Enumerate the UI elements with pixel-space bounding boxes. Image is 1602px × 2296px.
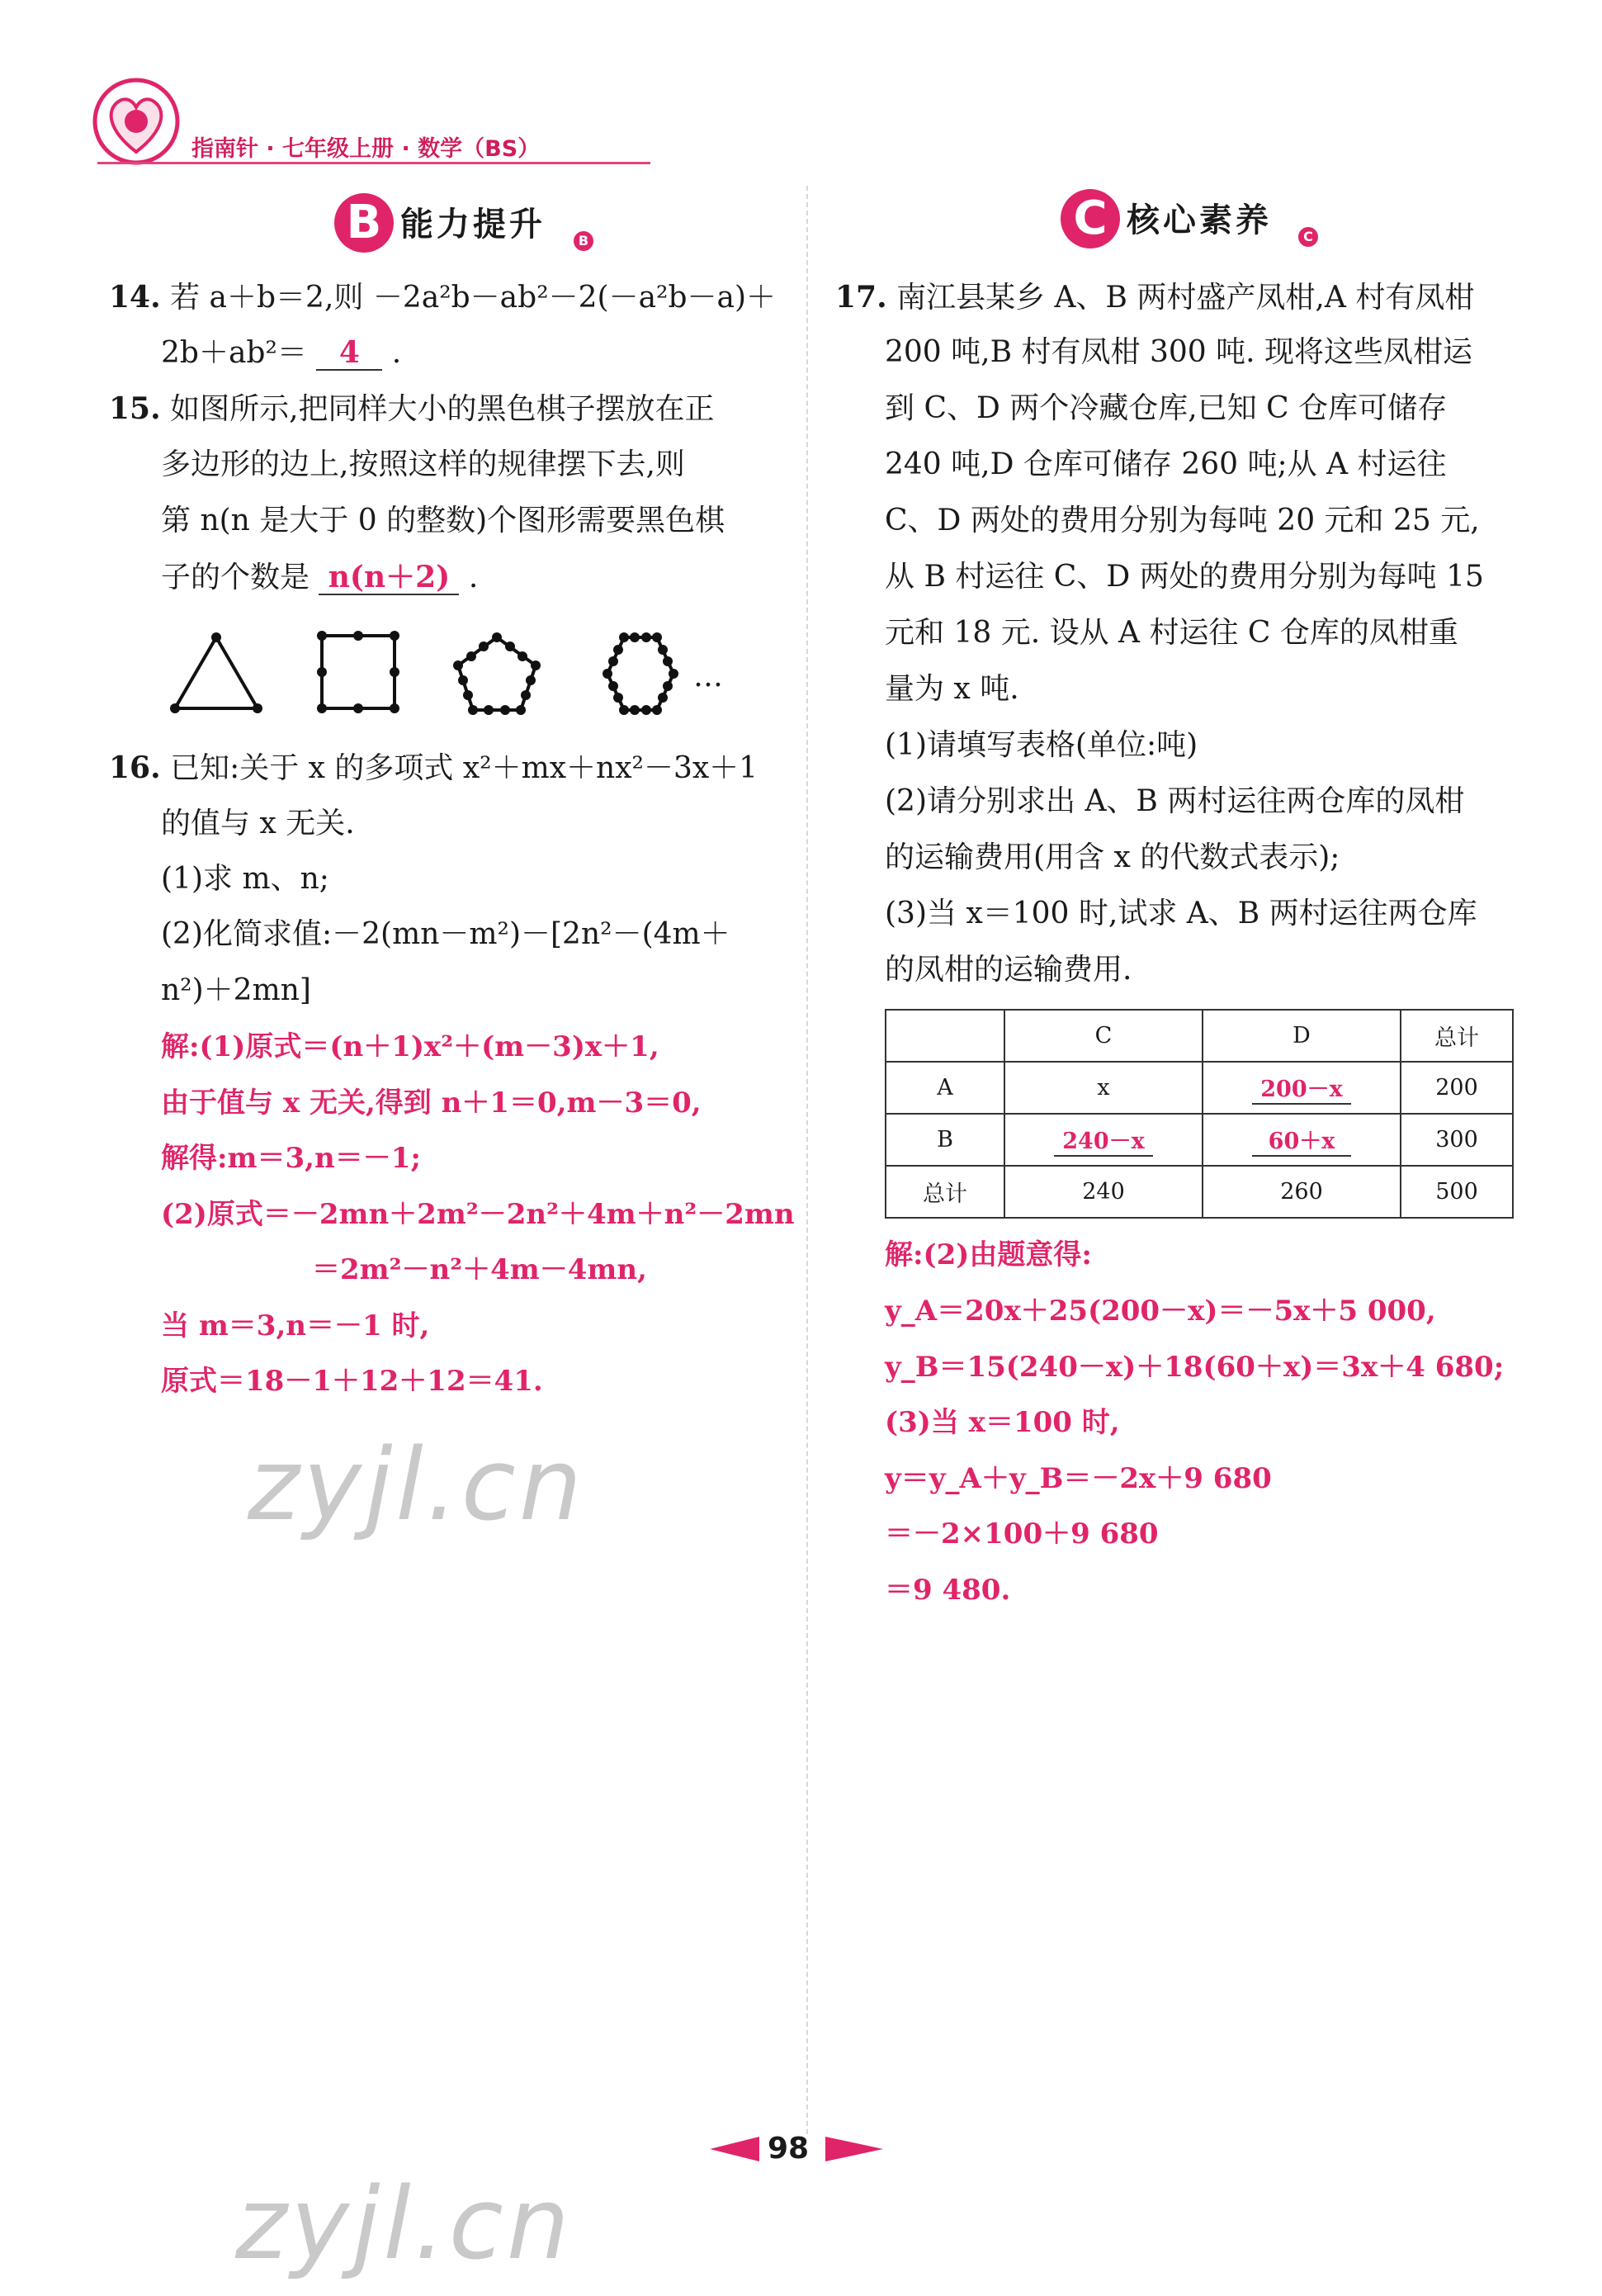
answer-blank: 60＋x bbox=[1252, 1123, 1351, 1157]
table-header-d: D bbox=[1203, 1010, 1401, 1062]
table-header-c: C bbox=[1004, 1010, 1203, 1062]
table-cell: x bbox=[1004, 1062, 1203, 1114]
q15-number: 15. bbox=[109, 391, 161, 426]
q17-solution-line5: y＝y_A＋y_B＝－2x＋9 680 bbox=[885, 1462, 1272, 1495]
q15-text-line1: 如图所示,把同样大小的黑色棋子摆放在正 bbox=[170, 392, 715, 426]
section-b-badge bbox=[334, 190, 607, 256]
q16-solution-line1: 解:(1)原式＝(n＋1)x²＋(m－3)x＋1, bbox=[161, 1030, 659, 1063]
q16-solution-line2: 由于值与 x 无关,得到 n＋1＝0,m－3＝0, bbox=[161, 1086, 702, 1120]
q17-solution-line3: y_B＝15(240－x)＋18(60＋x)＝3x＋4 680; bbox=[885, 1351, 1505, 1384]
section-c-badge bbox=[1061, 186, 1333, 252]
q15-line4-end: . bbox=[468, 561, 479, 594]
q17-solution-line1: 解:(2)由题意得: bbox=[885, 1238, 1092, 1271]
table-cell-answer bbox=[1004, 1114, 1203, 1166]
q15-text-line4: 子的个数是 bbox=[161, 561, 310, 594]
q15-text-line3: 第 n(n 是大于 0 的整数)个图形需要黑色棋 bbox=[161, 504, 725, 537]
q14-answer-blank: 4 bbox=[316, 336, 382, 371]
q16-solution-line4: (2)原式＝－2mn＋2m²－2n²＋4m＋n²－2mn bbox=[161, 1198, 795, 1231]
q17-text-line7: 元和 18 元. 设从 A 村运往 C 仓库的凤柑重 bbox=[885, 616, 1458, 650]
page-left-arrow-icon bbox=[710, 2137, 759, 2161]
q14-line1 bbox=[109, 281, 776, 315]
q14-text-line1: 若 a＋b＝2,则 －2a²b－ab²－2(－a²b－a)＋ bbox=[170, 281, 777, 315]
q17-text-line4: 240 吨,D 仓库可储存 260 吨;从 A 村运往 bbox=[885, 447, 1447, 481]
q17-text-line9: (1)请填写表格(单位:吨) bbox=[885, 728, 1198, 762]
section-c-title: 核心素养 bbox=[1127, 201, 1272, 239]
section-c-letter: C bbox=[1061, 189, 1120, 249]
q17-text-line11: 的运输费用(用含 x 的代数式表示); bbox=[885, 840, 1340, 874]
column-divider bbox=[806, 186, 808, 2134]
table-row-label: A bbox=[886, 1062, 1004, 1114]
q14-line2-end: . bbox=[391, 336, 402, 370]
q17-line1 bbox=[835, 281, 1474, 315]
page-number: 98 bbox=[768, 2132, 810, 2166]
watermark-mid: zyjl.cn bbox=[248, 1428, 585, 1543]
table-cell: 200 bbox=[1401, 1062, 1513, 1114]
table-cell-answer bbox=[1203, 1114, 1401, 1166]
section-b-mini-letter: B bbox=[574, 231, 593, 251]
q15-answer-blank: n(n＋2) bbox=[319, 561, 459, 595]
q16-solution-line5: ＝2m²－n²＋4m－4mn, bbox=[312, 1253, 647, 1286]
q17-solution-line7: ＝9 480. bbox=[885, 1574, 1011, 1607]
q17-text-line12: (3)当 x＝100 时,试求 A、B 两村运往两仓库 bbox=[885, 897, 1477, 930]
table-header-row bbox=[886, 1010, 1513, 1062]
table-cell: 260 bbox=[1203, 1166, 1401, 1218]
table-cell: 240 bbox=[1004, 1166, 1203, 1218]
q15-text-line2: 多边形的边上,按照这样的规律摆下去,则 bbox=[161, 447, 685, 481]
section-c-mini-letter: C bbox=[1298, 227, 1318, 247]
table-row bbox=[886, 1062, 1513, 1114]
q17-text-line2: 200 吨,B 村有凤柑 300 吨. 现将这些凤柑运 bbox=[885, 335, 1472, 369]
q17-text-line5: C、D 两处的费用分别为每吨 20 元和 25 元, bbox=[885, 504, 1480, 537]
q14-number: 14. bbox=[109, 280, 161, 315]
book-series-title: 指南针 · 七年级上册 · 数学（BS） bbox=[191, 136, 541, 162]
q15-line4 bbox=[161, 561, 478, 595]
q15-polygon-figures bbox=[165, 627, 743, 722]
q17-number: 17. bbox=[835, 280, 887, 315]
q17-solution-line4: (3)当 x＝100 时, bbox=[885, 1406, 1120, 1439]
q16-number: 16. bbox=[109, 750, 161, 785]
q16-text-line2: 的值与 x 无关. bbox=[161, 807, 355, 840]
section-b-letter: B bbox=[334, 193, 394, 253]
q17-distribution-table bbox=[885, 1009, 1514, 1219]
q16-line1 bbox=[109, 751, 758, 785]
q16-text-line1: 已知:关于 x 的多项式 x²＋mx＋nx²－3x＋1 bbox=[170, 751, 758, 785]
q14-line2 bbox=[161, 336, 401, 371]
q14-text-line2: 2b＋ab²＝ bbox=[161, 336, 307, 370]
table-cell-answer bbox=[1203, 1062, 1401, 1114]
table-row-label: 总计 bbox=[886, 1166, 1004, 1218]
q15-figure-ellipsis: … bbox=[693, 660, 723, 694]
q15-line1 bbox=[109, 392, 715, 426]
q17-text-line8: 量为 x 吨. bbox=[885, 672, 1019, 706]
section-b-title: 能力提升 bbox=[400, 206, 546, 244]
q17-text-line6: 从 B 村运往 C、D 两处的费用分别为每吨 15 bbox=[885, 560, 1484, 594]
q16-text-line3: (1)求 m、n; bbox=[161, 862, 329, 896]
q17-text-line1: 南江县某乡 A、B 两村盛产凤柑,A 村有凤柑 bbox=[896, 281, 1475, 315]
q17-text-line13: 的凤柑的运输费用. bbox=[885, 953, 1132, 987]
q17-solution-line6: ＝－2×100＋9 680 bbox=[885, 1517, 1159, 1550]
table-cell: 300 bbox=[1401, 1114, 1513, 1166]
q17-text-line10: (2)请分别求出 A、B 两村运往两仓库的凤柑 bbox=[885, 784, 1465, 818]
q16-solution-line3: 解得:m＝3,n＝－1; bbox=[161, 1142, 421, 1175]
answer-blank: 200－x bbox=[1252, 1071, 1351, 1105]
q16-solution-line7: 原式＝18－1＋12＋12＝41. bbox=[161, 1365, 543, 1398]
table-row bbox=[886, 1166, 1513, 1218]
q17-solution-line2: y_A＝20x＋25(200－x)＝－5x＋5 000, bbox=[885, 1295, 1436, 1328]
triangle-figure bbox=[175, 637, 258, 708]
page-right-arrow-icon bbox=[825, 2137, 883, 2161]
publisher-logo-icon bbox=[91, 76, 182, 167]
table-row bbox=[886, 1114, 1513, 1166]
table-header-total: 总计 bbox=[1401, 1010, 1513, 1062]
watermark-bottom: zyjl.cn bbox=[235, 2167, 573, 2282]
header-rule bbox=[97, 162, 650, 164]
answer-blank: 240－x bbox=[1054, 1123, 1153, 1157]
q16-solution-line6: 当 m＝3,n＝－1 时, bbox=[161, 1309, 430, 1342]
q16-text-line4: (2)化简求值:－2(mn－m²)－[2n²－(4m＋ bbox=[161, 917, 730, 951]
table-header-corner bbox=[886, 1010, 1004, 1062]
table-row-label: B bbox=[886, 1114, 1004, 1166]
square-figure bbox=[322, 636, 395, 708]
table-cell: 500 bbox=[1401, 1166, 1513, 1218]
q16-text-line5: n²)＋2mn] bbox=[161, 973, 311, 1007]
q17-text-line3: 到 C、D 两个冷藏仓库,已知 C 仓库可储存 bbox=[885, 391, 1448, 425]
